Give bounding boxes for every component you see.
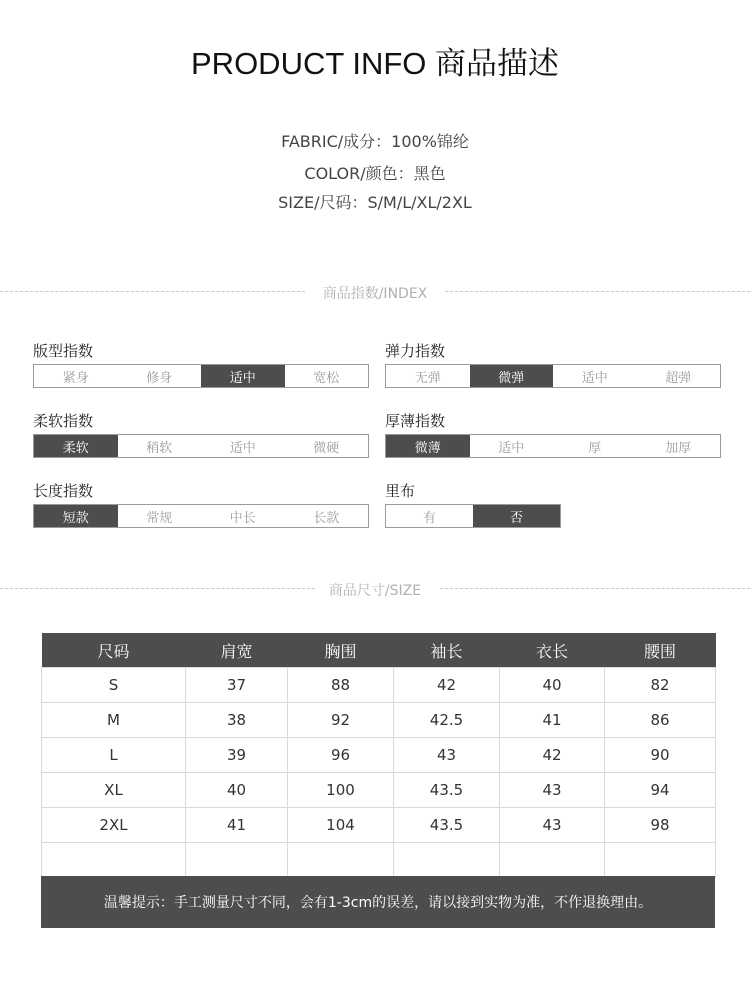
size-table [41,633,716,878]
table-cell: 92 [288,703,394,738]
table-cell: 90 [605,738,716,773]
elasticity-index-scale [385,364,721,388]
table-cell: 94 [605,773,716,808]
scale-option: 紧身 [34,365,118,387]
table-row [42,703,716,738]
length-index-label: 长度指数 [33,482,94,500]
fit-index-scale [33,364,369,388]
size-section-label: 商品尺寸/SIZE [328,583,422,599]
scale-option: 加厚 [637,435,721,457]
softness-index-label: 柔软指数 [33,412,94,430]
scale-option: 否 [473,505,560,527]
table-cell: 40 [500,668,605,703]
table-row [42,808,716,843]
table-cell [394,843,500,878]
table-cell: XL [42,773,186,808]
table-cell: 39 [186,738,288,773]
table-row-empty [42,843,716,878]
softness-index-scale [33,434,369,458]
table-cell [186,843,288,878]
scale-option: 有 [386,505,473,527]
table-cell: 41 [500,703,605,738]
table-cell: 82 [605,668,716,703]
fabric-info: FABRIC/成分：100%锦纶 [281,132,469,151]
header-size: 尺码 [42,633,186,668]
scale-option: 短款 [34,505,118,527]
scale-option: 宽松 [285,365,369,387]
table-cell: 86 [605,703,716,738]
table-cell: 42 [394,668,500,703]
table-cell: 88 [288,668,394,703]
scale-option: 常规 [118,505,202,527]
color-info: COLOR/颜色：黑色 [304,164,446,183]
table-cell: 41 [186,808,288,843]
scale-option: 修身 [118,365,202,387]
table-cell: 42 [500,738,605,773]
table-cell: 43 [500,773,605,808]
table-cell: 38 [186,703,288,738]
table-cell: L [42,738,186,773]
table-row [42,773,716,808]
scale-option: 厚 [553,435,637,457]
header-waist: 腰围 [605,633,716,668]
header-shoulder: 肩宽 [186,633,288,668]
size-table-header [42,633,716,668]
table-cell: 43.5 [394,773,500,808]
scale-option: 长款 [285,505,369,527]
index-section-label: 商品指数/INDEX [322,286,428,302]
table-cell: 43.5 [394,808,500,843]
scale-option: 中长 [201,505,285,527]
fit-index-label: 版型指数 [33,342,94,360]
table-cell: M [42,703,186,738]
scale-option: 微弹 [470,365,554,387]
table-cell [42,843,186,878]
lining-label: 里布 [385,482,416,500]
length-index-scale [33,504,369,528]
scale-option: 超弹 [637,365,721,387]
table-cell [288,843,394,878]
table-row [42,738,716,773]
table-cell: 37 [186,668,288,703]
table-cell [500,843,605,878]
scale-option: 无弹 [386,365,470,387]
table-cell: S [42,668,186,703]
table-cell: 104 [288,808,394,843]
page-title: PRODUCT INFO 商品描述 [191,46,559,81]
thickness-index-scale [385,434,721,458]
scale-option: 微硬 [285,435,369,457]
table-cell: 42.5 [394,703,500,738]
scale-option: 微薄 [386,435,470,457]
size-info: SIZE/尺码：S/M/L/XL/2XL [278,193,472,212]
table-cell [605,843,716,878]
index-divider [0,283,750,302]
scale-option: 适中 [470,435,554,457]
measurement-note: 温馨提示：手工测量尺寸不同，会有1-3cm的误差，请以接到实物为准，不作退换理由。 [41,876,715,928]
header-chest: 胸围 [288,633,394,668]
table-cell: 98 [605,808,716,843]
table-row [42,668,716,703]
scale-option: 柔软 [34,435,118,457]
scale-option: 适中 [201,435,285,457]
table-cell: 40 [186,773,288,808]
table-cell: 43 [500,808,605,843]
header-sleeve: 袖长 [394,633,500,668]
header-length: 衣长 [500,633,605,668]
lining-scale [385,504,561,528]
scale-option: 适中 [201,365,285,387]
table-cell: 43 [394,738,500,773]
scale-option: 稍软 [118,435,202,457]
table-cell: 100 [288,773,394,808]
elasticity-index-label: 弹力指数 [385,342,446,360]
table-cell: 96 [288,738,394,773]
thickness-index-label: 厚薄指数 [385,412,446,430]
size-divider [0,580,750,599]
scale-option: 适中 [553,365,637,387]
table-cell: 2XL [42,808,186,843]
